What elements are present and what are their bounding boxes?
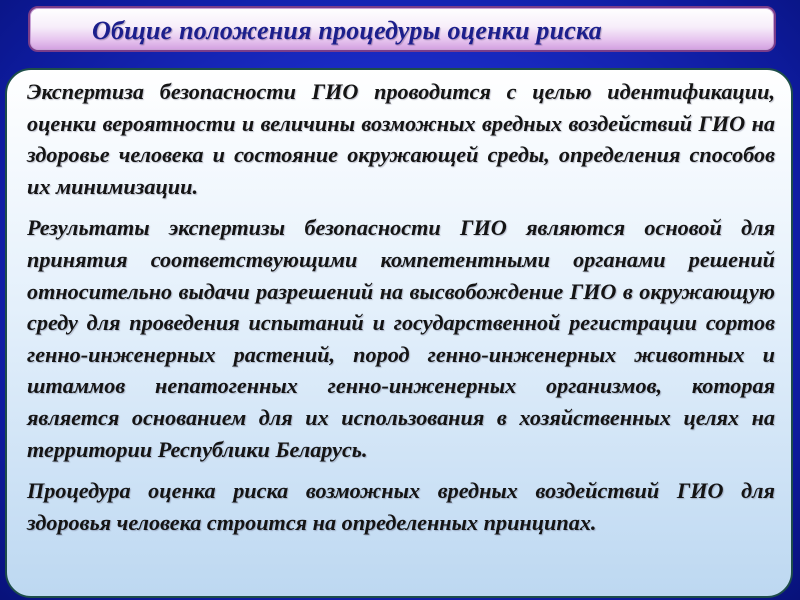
content-panel: [5, 68, 793, 598]
title-banner: [28, 6, 776, 52]
paragraph-expertise-results: Результаты экспертизы безопасности ГИО являются основой для принятия соответствующими компетентными органами решений относительно выдачи разрешений на высвобождение ГИО в окружающую среду для проведения испытаний и государственной регистрации сортов генно-инженерных растений, пород генно-инженерных животных и штаммов непатогенных генно-инженерных организмов, которая является основанием для их использования в хозяйственных целях на территории Республики Беларусь.: [27, 215, 775, 462]
content-text: [27, 76, 775, 548]
slide-title: Общие положения процедуры оценки риска: [92, 16, 602, 45]
paragraph-expertise-purpose: Экспертиза безопасности ГИО проводится с целью идентификации, оценки вероятности и величины возможных вредных воздействий ГИО на здоровье человека и состояние окружающей среды, определения способов их минимизации.: [27, 79, 775, 199]
paragraph-risk-procedure: Процедура оценка риска возможных вредных воздействий ГИО для здоровья человека строится на определенных принципах.: [27, 478, 775, 535]
